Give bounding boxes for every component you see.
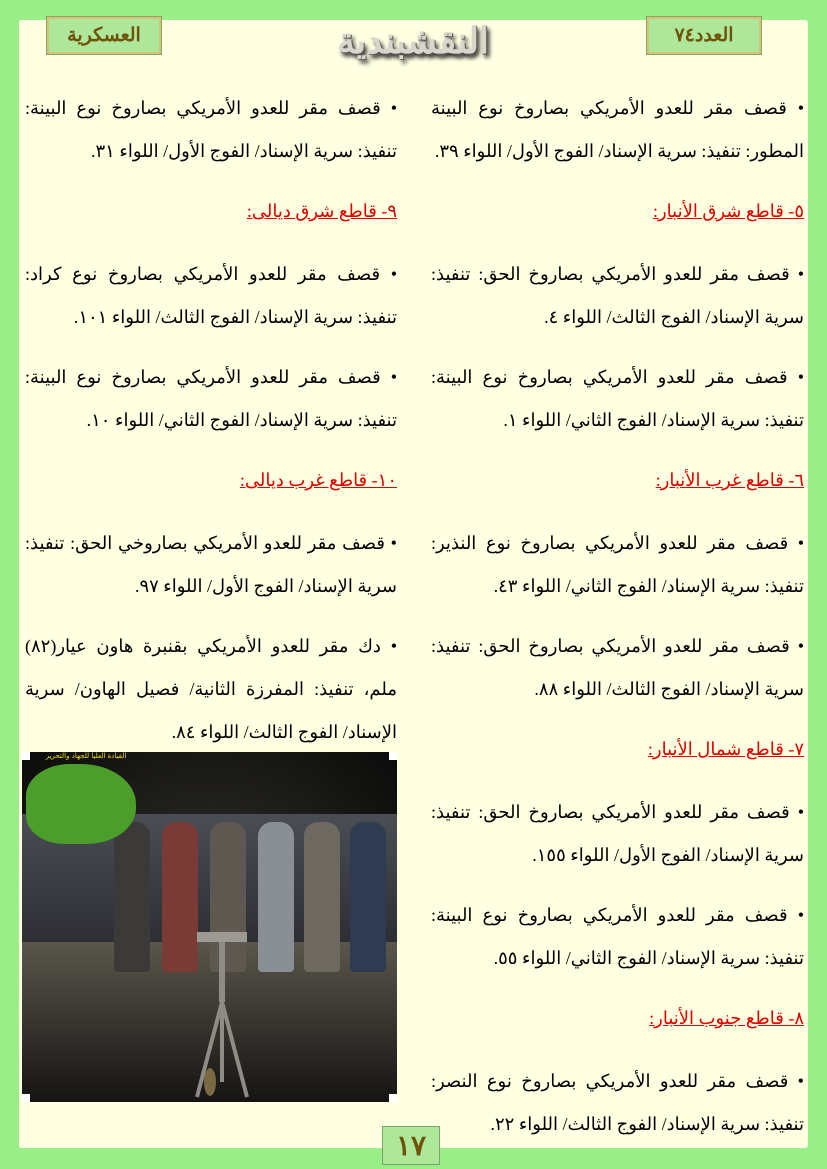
- photo-corner: [389, 752, 397, 760]
- photo-figure: [258, 822, 294, 972]
- report-item: • قصف مقر للعدو الأمريكي بصاروخ الحق: تنفيذ: سرية الإسناد/ الفوج الثالث/ اللواء ٨٨.: [431, 636, 804, 699]
- report-item: • قصف مقر للعدو الأمريكي بصاروخ نوع النذير: تنفيذ: سرية الإسناد/ الفوج الثاني/ اللواء ٤٣.: [431, 533, 804, 596]
- report-item: • قصف مقر للعدو الأمريكي بصاروخ نوع البينة المطور: تنفيذ: سرية الإسناد/ الفوج الأول/ اللواء ٣٩.: [431, 98, 804, 161]
- report-item: • قصف مقر للعدو الأمريكي بصاروخ الحق: تنفيذ: سرية الإسناد/ الفوج الأول/ اللواء ١٥٥.: [431, 802, 804, 865]
- section-heading: ١٠- قاطع غرب ديالى:: [239, 470, 397, 490]
- left-column: [25, 87, 397, 771]
- report-item: • قصف مقر للعدو الأمريكي بصاروخ نوع كراد: تنفيذ: سرية الإسناد/ الفوج الثالث/ اللواء ١٠١.: [25, 264, 397, 327]
- section-heading: ٦- قاطع غرب الأنبار:: [655, 470, 804, 490]
- section-tag: العسكرية: [47, 17, 161, 54]
- photo-figure: [350, 822, 386, 972]
- photo-corner: [22, 1094, 30, 1102]
- report-item: • قصف مقر للعدو الأمريكي بصاروخ نوع البينة: تنفيذ: سرية الإسناد/ الفوج الثاني/ اللواء ١.: [431, 367, 804, 430]
- report-item: • قصف مقر للعدو الأمريكي بصاروخ نوع البينة: تنفيذ: سرية الإسناد/ الفوج الثاني/ اللواء ١٠.: [25, 367, 397, 430]
- report-item: • قصف مقر للعدو الأمريكي بصاروخي الحق: تنفيذ: سرية الإسناد/ الفوج الأول/ اللواء ٩٧.: [25, 533, 397, 596]
- section-heading: ٩- قاطع شرق ديالى:: [246, 201, 397, 221]
- page-number: ١٧: [382, 1126, 440, 1165]
- masthead-title: النقشبندية: [336, 20, 490, 62]
- issue-tag: العدد٧٤: [647, 17, 761, 54]
- fighters-photo: [22, 752, 397, 1102]
- section-heading: ٧- قاطع شمال الأنبار:: [647, 739, 804, 759]
- masthead-logo: [318, 12, 508, 78]
- section-heading: ٨- قاطع جنوب الأنبار:: [649, 1008, 804, 1028]
- right-column: [431, 87, 804, 1163]
- photo-figure: [114, 822, 150, 972]
- emblem-map-logo: [26, 764, 136, 844]
- photo-figure: [304, 822, 340, 972]
- report-item: • قصف مقر للعدو الأمريكي بصاروخ الحق: تنفيذ: سرية الإسناد/ الفوج الثالث/ اللواء ٤.: [431, 264, 804, 327]
- report-item: • قصف مقر للعدو الأمريكي بصاروخ نوع النصر: تنفيذ: سرية الإسناد/ الفوج الثالث/ اللواء ٢٢.: [431, 1071, 804, 1134]
- mortar-tripod-icon: [192, 932, 252, 1102]
- report-item: • قصف مقر للعدو الأمريكي بصاروخ نوع البينة: تنفيذ: سرية الإسناد/ الفوج الأول/ اللواء ٣١.: [25, 98, 397, 161]
- report-item: • دك مقر للعدو الأمريكي بقنبرة هاون عيار(٨٢) ملم، تنفيذ: المفرزة الثانية/ فصيل الهاون/ سرية الإسناد/ الفوج الثالث/ اللواء ٨٤.: [25, 636, 397, 742]
- photo-corner: [22, 752, 30, 760]
- section-heading: ٥- قاطع شرق الأنبار:: [652, 201, 804, 221]
- report-item: • قصف مقر للعدو الأمريكي بصاروخ نوع البينة: تنفيذ: سرية الإسناد/ الفوج الثاني/ اللواء ٥٥.: [431, 905, 804, 968]
- emblem-caption: القيادة العليا للجهاد والتحرير: [45, 752, 127, 760]
- photo-corner: [389, 1094, 397, 1102]
